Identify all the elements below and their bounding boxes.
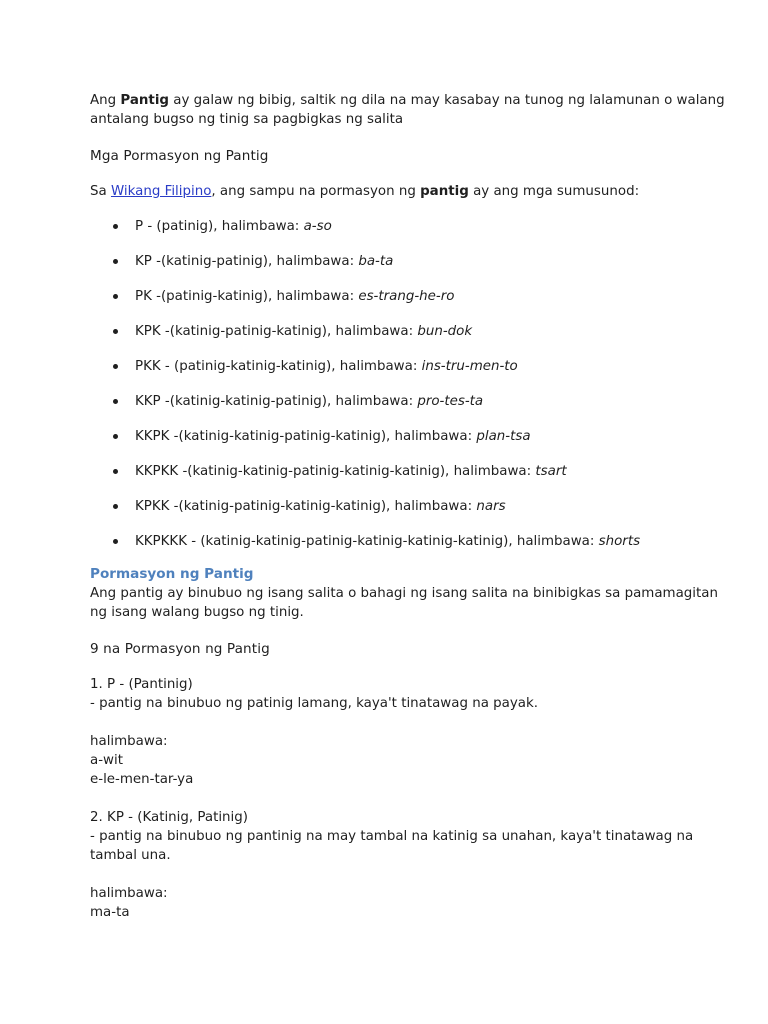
list-item (90, 497, 730, 532)
formation-text: PKK - (patinig-katinig-katinig), halimbawa: (135, 359, 422, 374)
formation-text: P - (patinig), halimbawa: (135, 219, 304, 234)
list-item (90, 532, 730, 567)
bullet-icon (113, 504, 118, 509)
formation-example: bun-dok (417, 324, 473, 339)
bullet-icon (113, 224, 118, 229)
list-item (90, 322, 730, 357)
example-word: a-wit (90, 753, 123, 768)
example-block-1 (90, 732, 730, 789)
formation-text: KP -(katinig-patinig), halimbawa: (135, 254, 359, 269)
bullet-icon (113, 399, 118, 404)
formation-text: KKPKKK - (katinig-katinig-patinig-katinig-katinig-katinig), halimbawa: (135, 534, 599, 549)
pormasyon-heading: Pormasyon ng Pantig (90, 566, 254, 582)
formation-item-2 (90, 808, 730, 865)
formation-text: KKP -(katinig-katinig-patinig), halimbawa: (135, 394, 418, 409)
list-item (90, 392, 730, 427)
list-item (90, 217, 730, 252)
section-title-formations: Mga Pormasyon ng Pantig (90, 148, 269, 164)
example-label: halimbawa: (90, 886, 168, 901)
formation-example: ba-ta (358, 254, 394, 269)
formation-text: KKPKK -(katinig-katinig-patinig-katinig-katinig), halimbawa: (135, 464, 536, 479)
formation-example: plan-tsa (476, 429, 531, 444)
intro-paragraph (90, 91, 730, 129)
formation-example: es-trang-he-ro (358, 289, 455, 304)
formation-list (90, 217, 730, 567)
formation-item-description: - pantig na binubuo ng patinig lamang, kaya't tinatawag na payak. (90, 696, 539, 711)
list-item (90, 287, 730, 322)
formation-text: KKPK -(katinig-katinig-patinig-katinig), halimbawa: (135, 429, 477, 444)
list-item (90, 357, 730, 392)
bullet-icon (113, 259, 118, 264)
list-item (90, 252, 730, 287)
example-label: halimbawa: (90, 734, 168, 749)
list-item (90, 427, 730, 462)
formation-example: tsart (535, 464, 567, 479)
wikang-filipino-link[interactable]: Wikang Filipino (110, 184, 212, 199)
list-item (90, 462, 730, 497)
formation-example: a-so (303, 219, 332, 234)
formation-item-description: - pantig na binubuo ng pantinig na may tambal na katinig sa unahan, kaya't tinatawag na tambal una. (90, 829, 694, 863)
bullet-icon (113, 294, 118, 299)
bullet-icon (113, 329, 118, 334)
formation-item-title: 2. KP - (Katinig, Patinig) (90, 810, 248, 825)
bullet-icon (113, 539, 118, 544)
formation-example: pro-tes-ta (417, 394, 484, 409)
lead-text-start: Sa (90, 184, 111, 199)
bullet-icon (113, 434, 118, 439)
pormasyon-paragraph: Ang pantig ay binubuo ng isang salita o bahagi ng isang salita na binibigkas sa pamamagitan ng isang walang bugso ng tinig. (90, 586, 718, 620)
formation-example: ins-tru-men-to (421, 359, 518, 374)
bullet-icon (113, 469, 118, 474)
bullet-icon (113, 364, 118, 369)
formation-example: shorts (598, 534, 641, 549)
formation-item-title: 1. P - (Pantinig) (90, 677, 193, 692)
formation-text: PK -(patinig-katinig), halimbawa: (135, 289, 359, 304)
lead-text-mid: , ang sampu na pormasyon ng (211, 184, 421, 199)
formation-item-1 (90, 675, 730, 713)
example-block-2 (90, 884, 730, 922)
example-word: e-le-men-tar-ya (90, 772, 194, 787)
formation-example: nars (476, 499, 506, 514)
lead-keyword: pantig (420, 184, 469, 199)
document-body (90, 91, 730, 941)
lead-paragraph (90, 182, 730, 201)
intro-keyword: Pantig (120, 93, 170, 108)
section-title-nine-formations: 9 na Pormasyon ng Pantig (90, 641, 270, 657)
formation-text: KPKK -(katinig-patinig-katinig-katinig), halimbawa: (135, 499, 477, 514)
lead-text-end: ay ang mga sumusunod: (468, 184, 640, 199)
intro-text-start: Ang (90, 93, 121, 108)
formation-text: KPK -(katinig-patinig-katinig), halimbawa: (135, 324, 418, 339)
example-word: ma-ta (90, 905, 130, 920)
intro-text-end: ay galaw ng bibig, saltik ng dila na may kasabay na tunog ng lalamunan o walang antalang bugso ng tinig sa pagbigkas ng salita (90, 93, 725, 127)
